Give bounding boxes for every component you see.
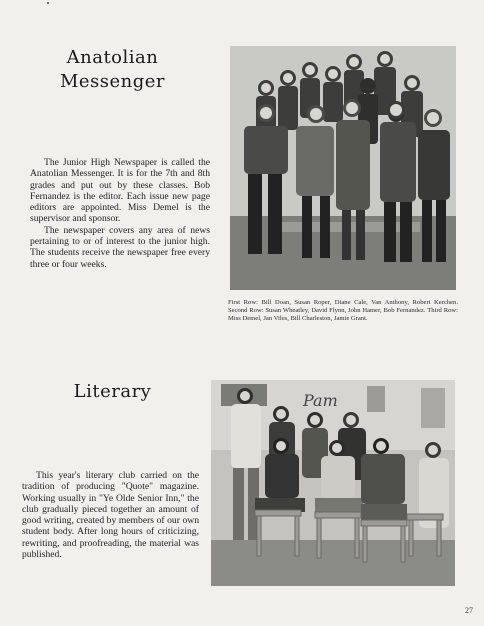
photo-handwriting: Pam	[303, 391, 338, 410]
newspaper-photo-caption: First Row: Bill Doan, Susan Roper, Diane Cale, Van Anthony, Robert Kerchen. Second Row: Susan Wheatley, David Flynn, John Hamer, Bob Fernandez. Third Row: Miss Demel, Jan Viles, Bill Charleston, Jamie Grant.	[228, 299, 458, 323]
newspaper-heading-line1: Anatolian	[66, 47, 159, 68]
literary-heading: Literary	[73, 381, 152, 402]
newspaper-heading	[40, 46, 185, 94]
newspaper-paragraph-1: The Junior High Newspaper is called the Anatolian Messenger. It is for the 7th and 8th grades and put out by these classes. Bob Fernandez is the editor. Each issue new page editors are appointed. Miss Demel is the supervisor and sponsor.	[30, 157, 210, 225]
newspaper-description	[30, 157, 210, 270]
page-number: 27	[465, 606, 473, 615]
newspaper-paragraph-2: The newspaper covers any area of news pertaining to or of interest to the junior high. The students receive the newspaper free every three or four weeks.	[30, 224, 210, 270]
print-speck	[47, 2, 49, 4]
literary-club-photo	[211, 380, 455, 586]
newspaper-heading-line2: Messenger	[59, 71, 166, 92]
literary-description	[22, 470, 199, 560]
literary-paragraph-1: This year's literary club carried on the tradition of producing "Quote" magazine. Working usually in "Ye Olde Senior Inn," the club gradually pieced together an amount of good writing, created by members of our own student body. After long hours of criticizing, rewriting, and proofreading, the material was published.	[22, 470, 199, 561]
newspaper-staff-photo	[230, 46, 456, 290]
